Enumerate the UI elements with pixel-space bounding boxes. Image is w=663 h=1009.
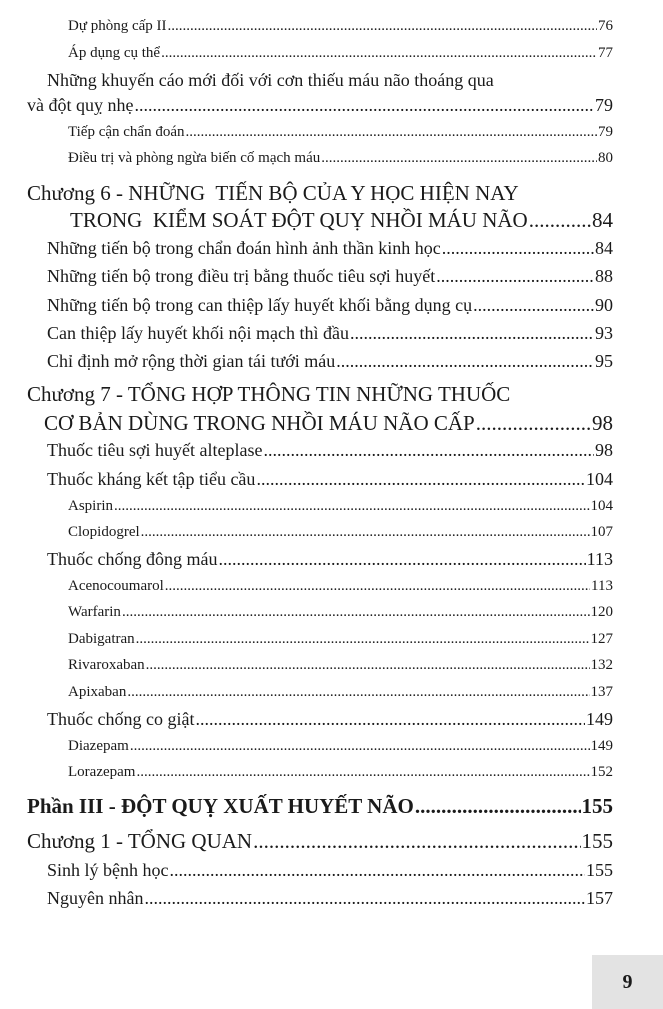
dot-leader — [136, 764, 589, 781]
dot-leader — [141, 524, 590, 541]
dot-leader — [436, 266, 594, 287]
chapter-title-line2: TRONG KIỂM SOÁT ĐỘT QUỴ NHỒI MÁU NÃO — [70, 208, 528, 232]
toc-entry — [68, 738, 613, 755]
toc-entry-page: 80 — [598, 150, 613, 166]
toc-entry-title: Clopidogrel — [68, 524, 140, 540]
toc-entry — [47, 440, 613, 461]
dot-leader — [321, 150, 597, 167]
toc-entry — [68, 150, 613, 167]
toc-entry — [47, 860, 613, 881]
toc-entry-page: 79 — [595, 95, 613, 115]
toc-entry-page: 79 — [598, 124, 613, 140]
toc-entry — [47, 238, 613, 259]
toc-entry-title-line1: Những khuyến cáo mới đối với cơn thiếu máu não thoáng qua — [47, 70, 494, 90]
dot-leader — [473, 295, 594, 316]
toc-entry-page: 113 — [591, 578, 613, 594]
toc-entry-page: 104 — [590, 498, 613, 514]
toc-entry — [68, 684, 613, 701]
toc-entry-title: Những tiến bộ trong điều trị bằng thuốc tiêu sợi huyết — [47, 266, 436, 286]
toc-entry — [27, 829, 613, 854]
toc-entry-page: 155 — [581, 829, 613, 853]
dot-leader — [114, 498, 590, 515]
chapter-title: Chương 1 - TỔNG QUAN — [27, 829, 253, 853]
toc-entry — [68, 18, 613, 35]
toc-entry — [47, 888, 613, 909]
chapter-title-line2: CƠ BẢN DÙNG TRONG NHỒI MÁU NÃO CẤP — [44, 411, 475, 435]
toc-entry-title: Những tiến bộ trong can thiệp lấy huyết khối bằng dụng cụ — [47, 295, 473, 315]
toc-entry — [68, 657, 613, 674]
toc-entry-title: Sinh lý bệnh học — [47, 860, 169, 880]
dot-leader — [161, 45, 597, 62]
toc-entry-title: Aspirin — [68, 498, 113, 514]
toc-entry-page: 113 — [586, 549, 613, 569]
toc-entry — [68, 764, 613, 781]
dot-leader — [165, 578, 590, 595]
toc-entry-title: Nguyên nhân — [47, 888, 144, 908]
toc-entry — [68, 45, 613, 62]
part-title: Phần III - ĐỘT QUỴ XUẤT HUYẾT NÃO — [27, 794, 414, 818]
dot-leader — [186, 124, 598, 141]
toc-entry-title: Những tiến bộ trong chẩn đoán hình ảnh thần kinh học — [47, 238, 441, 258]
toc-entry-title: Áp dụng cụ thể — [68, 45, 161, 61]
dot-leader — [130, 738, 590, 755]
toc-entry-page: 132 — [590, 657, 613, 673]
toc-entry-page: 107 — [590, 524, 613, 540]
toc-entry — [68, 604, 613, 621]
toc-entry-page: 84 — [595, 238, 613, 258]
dot-leader — [253, 829, 580, 854]
dot-leader — [415, 794, 581, 819]
toc-entry — [47, 469, 613, 490]
toc-entry-title: Điều trị và phòng ngừa biến cố mạch máu — [68, 150, 321, 166]
toc-entry-title: Apixaban — [68, 684, 127, 700]
toc-entry — [47, 351, 613, 372]
toc-entry — [68, 631, 613, 648]
dot-leader — [263, 440, 594, 461]
dot-leader — [336, 351, 594, 372]
chapter-title-line1: Chương 6 - NHỮNG TIẾN BỘ CỦA Y HỌC HIỆN NAY — [27, 181, 519, 205]
toc-entry-page: 95 — [595, 351, 613, 371]
toc-entry-title: Chỉ định mở rộng thời gian tái tưới máu — [47, 351, 336, 371]
dot-leader — [144, 888, 585, 909]
toc-entry-page: 77 — [598, 45, 613, 61]
toc-entry-page: 104 — [586, 469, 613, 489]
dot-leader — [122, 604, 590, 621]
dot-leader — [256, 469, 585, 490]
toc-entry-title: Diazepam — [68, 738, 129, 754]
toc-entry-page: 98 — [595, 440, 613, 460]
toc-entry-page: 149 — [586, 709, 613, 729]
toc-entry-title-line2: và đột quỵ nhẹ — [27, 95, 134, 115]
dot-leader — [168, 18, 597, 35]
dot-leader — [170, 860, 586, 881]
toc-entry — [68, 124, 613, 141]
toc-entry-title: Tiếp cận chẩn đoán — [68, 124, 185, 140]
dot-leader — [136, 631, 590, 648]
dot-leader — [146, 657, 590, 674]
toc-entry — [47, 266, 613, 287]
toc-entry-page: 152 — [590, 764, 613, 780]
page-number: 9 — [622, 970, 633, 993]
toc-entry — [47, 323, 613, 344]
toc-entry-title: Lorazepam — [68, 764, 136, 780]
toc-entry — [70, 208, 613, 233]
toc-entry-title: Acenocoumarol — [68, 578, 164, 594]
toc-entry-page: 76 — [598, 18, 613, 34]
toc-entry-page: 90 — [595, 295, 613, 315]
toc-entry — [68, 524, 613, 541]
toc-entry-page: 155 — [586, 860, 613, 880]
toc-entry — [27, 95, 613, 116]
toc-entry-page: 155 — [581, 794, 613, 818]
toc-entry-page: 127 — [590, 631, 613, 647]
dot-leader — [218, 549, 585, 570]
dot-leader — [529, 208, 591, 233]
toc-entry-title: Thuốc chống co giật — [47, 709, 195, 729]
page-number-box — [592, 955, 663, 1009]
toc-entry-title: Thuốc kháng kết tập tiểu cầu — [47, 469, 256, 489]
chapter-title-line1: Chương 7 - TỔNG HỢP THÔNG TIN NHỮNG THUỐC — [27, 382, 511, 406]
dot-leader — [350, 323, 594, 344]
toc-entry — [47, 295, 613, 316]
toc-entry-page: 88 — [595, 266, 613, 286]
dot-leader — [195, 709, 585, 730]
dot-leader — [442, 238, 594, 259]
toc-entry-title: Thuốc chống đông máu — [47, 549, 218, 569]
toc-entry-title: Rivaroxaban — [68, 657, 145, 673]
toc-entry-page: 98 — [592, 411, 613, 435]
toc-entry-title: Can thiệp lấy huyết khối nội mạch thì đầu — [47, 323, 349, 343]
dot-leader — [127, 684, 589, 701]
toc-entry-title: Dabigatran — [68, 631, 135, 647]
toc-entry-title: Dự phòng cấp II — [68, 18, 167, 34]
toc-entry-title: Warfarin — [68, 604, 121, 620]
toc-part-entry — [27, 794, 613, 819]
toc-entry-title: Thuốc tiêu sợi huyết alteplase — [47, 440, 263, 460]
dot-leader — [134, 95, 594, 116]
dot-leader — [476, 411, 591, 436]
toc-entry-page: 157 — [586, 888, 613, 908]
toc-entry-page: 149 — [590, 738, 613, 754]
toc-entry — [68, 578, 613, 595]
toc-entry-page: 84 — [592, 208, 613, 232]
toc-entry-page: 120 — [590, 604, 613, 620]
toc-entry — [47, 549, 613, 570]
toc-entry-page: 137 — [590, 684, 613, 700]
toc-entry — [47, 709, 613, 730]
toc-entry-page: 93 — [595, 323, 613, 343]
toc-entry — [68, 498, 613, 515]
toc-entry — [44, 411, 613, 436]
